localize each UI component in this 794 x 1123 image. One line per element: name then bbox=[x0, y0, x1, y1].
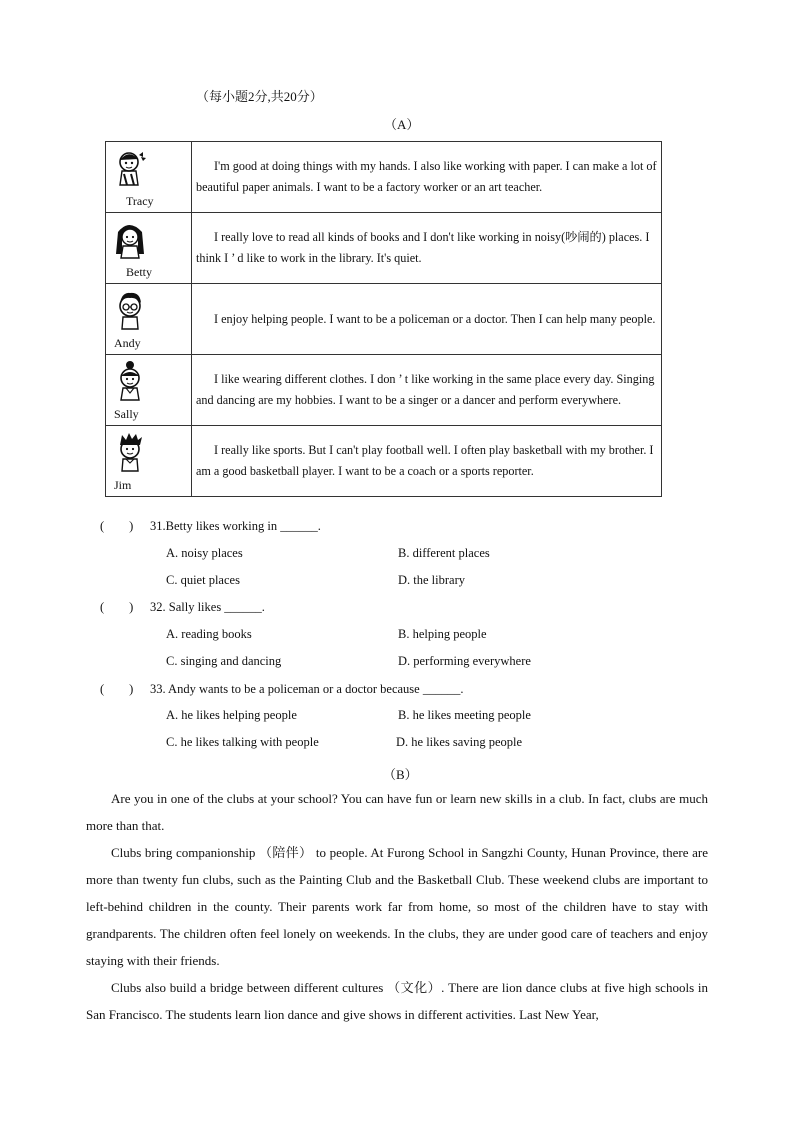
boy-glasses-icon bbox=[112, 289, 150, 331]
option-c: C. quiet places bbox=[166, 573, 240, 587]
option-d: D. he likes saving people bbox=[396, 735, 523, 749]
option-b: B. different places bbox=[398, 546, 490, 560]
boy-spiky-hair-icon bbox=[112, 431, 150, 473]
profile-text-cell bbox=[192, 355, 662, 426]
table-row bbox=[106, 284, 662, 355]
profile-name: Tracy bbox=[126, 194, 154, 208]
answer-paren: ( ) bbox=[100, 600, 134, 614]
girl-bun-icon bbox=[112, 360, 150, 402]
option-c: C. singing and dancing bbox=[166, 654, 282, 668]
table-row bbox=[106, 426, 662, 497]
profile-pic-cell bbox=[106, 142, 192, 213]
passage-b bbox=[86, 785, 708, 1028]
question-stem: 31.Betty likes working in ______. bbox=[150, 519, 321, 533]
table-row bbox=[106, 355, 662, 426]
option-d: D. the library bbox=[398, 573, 465, 587]
option-a: A. noisy places bbox=[166, 546, 243, 560]
profile-text-cell bbox=[192, 142, 662, 213]
table-row bbox=[106, 213, 662, 284]
profile-pic-cell bbox=[106, 426, 192, 497]
profile-text: I enjoy helping people. I want to be a policeman or a doctor. Then I can help many people. bbox=[214, 311, 656, 326]
option-d: D. performing everywhere bbox=[398, 654, 531, 668]
passage-paragraph: Clubs also build a bridge between different cultures （文化）. There are lion dance clubs at five high schools in San Francisco. The students learn lion dance and give shows in different activities. Last New Year, bbox=[86, 980, 708, 1022]
table-row bbox=[106, 142, 662, 213]
profile-text-cell bbox=[192, 426, 662, 497]
option-c: C. he likes talking with people bbox=[166, 735, 319, 749]
profile-text-cell bbox=[192, 284, 662, 355]
passage-paragraph: Clubs bring companionship （陪伴） to people. At Furong School in Sangzhi County, Hunan Province, there are more than twenty fun clubs, such as the Painting Club and the Basketball Club. These weekend clubs are important to left-behind children in the county. Their parents work far from home, so most of the children have to stay with grandparents. The children often feel lonely on weekends. In the clubs, they are under good care of teachers and enjoy staying with their friends. bbox=[86, 845, 708, 968]
girl-flower-icon bbox=[112, 147, 150, 189]
passage-paragraph: Are you in one of the clubs at your school? You can have fun or learn new skills in a club. In fact, clubs are much more than that. bbox=[86, 791, 708, 833]
profile-text: I really like sports. But I can't play football well. I often play basketball with my brother. I am a good basketball player. I want to be a coach or a sports reporter. bbox=[196, 443, 654, 478]
question-stem: 33. Andy wants to be a policeman or a doctor because ______. bbox=[150, 682, 464, 696]
answer-paren: ( ) bbox=[100, 519, 134, 533]
answer-paren: ( ) bbox=[100, 682, 134, 696]
profile-pic-cell bbox=[106, 355, 192, 426]
score-note: （每小题2分,共20分） bbox=[196, 89, 323, 104]
profile-name: Andy bbox=[114, 336, 141, 350]
option-a: A. reading books bbox=[166, 627, 252, 641]
profile-name: Sally bbox=[114, 407, 139, 421]
profile-name: Betty bbox=[126, 265, 152, 279]
profile-pic-cell bbox=[106, 213, 192, 284]
option-a: A. he likes helping people bbox=[166, 708, 297, 722]
section-a-label: （A） bbox=[384, 117, 420, 132]
profile-text: I like wearing different clothes. I don ’ t like working in the same place every day. Singing and dancing are my hobbies. I want to be a singer or a dancer and perform everywhere. bbox=[196, 372, 655, 407]
profile-name: Jim bbox=[114, 478, 132, 492]
option-b: B. he likes meeting people bbox=[398, 708, 531, 722]
girl-long-hair-icon bbox=[112, 218, 150, 260]
question-stem: 32. Sally likes ______. bbox=[150, 600, 265, 614]
profile-pic-cell bbox=[106, 284, 192, 355]
profile-text: I really love to read all kinds of books and I don't like working in noisy(吵闹的) places. I think I ’ d like to work in the library. It's quiet. bbox=[196, 230, 650, 265]
option-b: B. helping people bbox=[398, 627, 487, 641]
profile-text: I'm good at doing things with my hands. I also like working with paper. I can make a lot of beautiful paper animals. I want to be a factory worker or an art teacher. bbox=[196, 159, 657, 194]
profile-text-cell bbox=[192, 213, 662, 284]
section-b-label: （B） bbox=[383, 767, 418, 782]
profiles-table bbox=[105, 141, 662, 497]
